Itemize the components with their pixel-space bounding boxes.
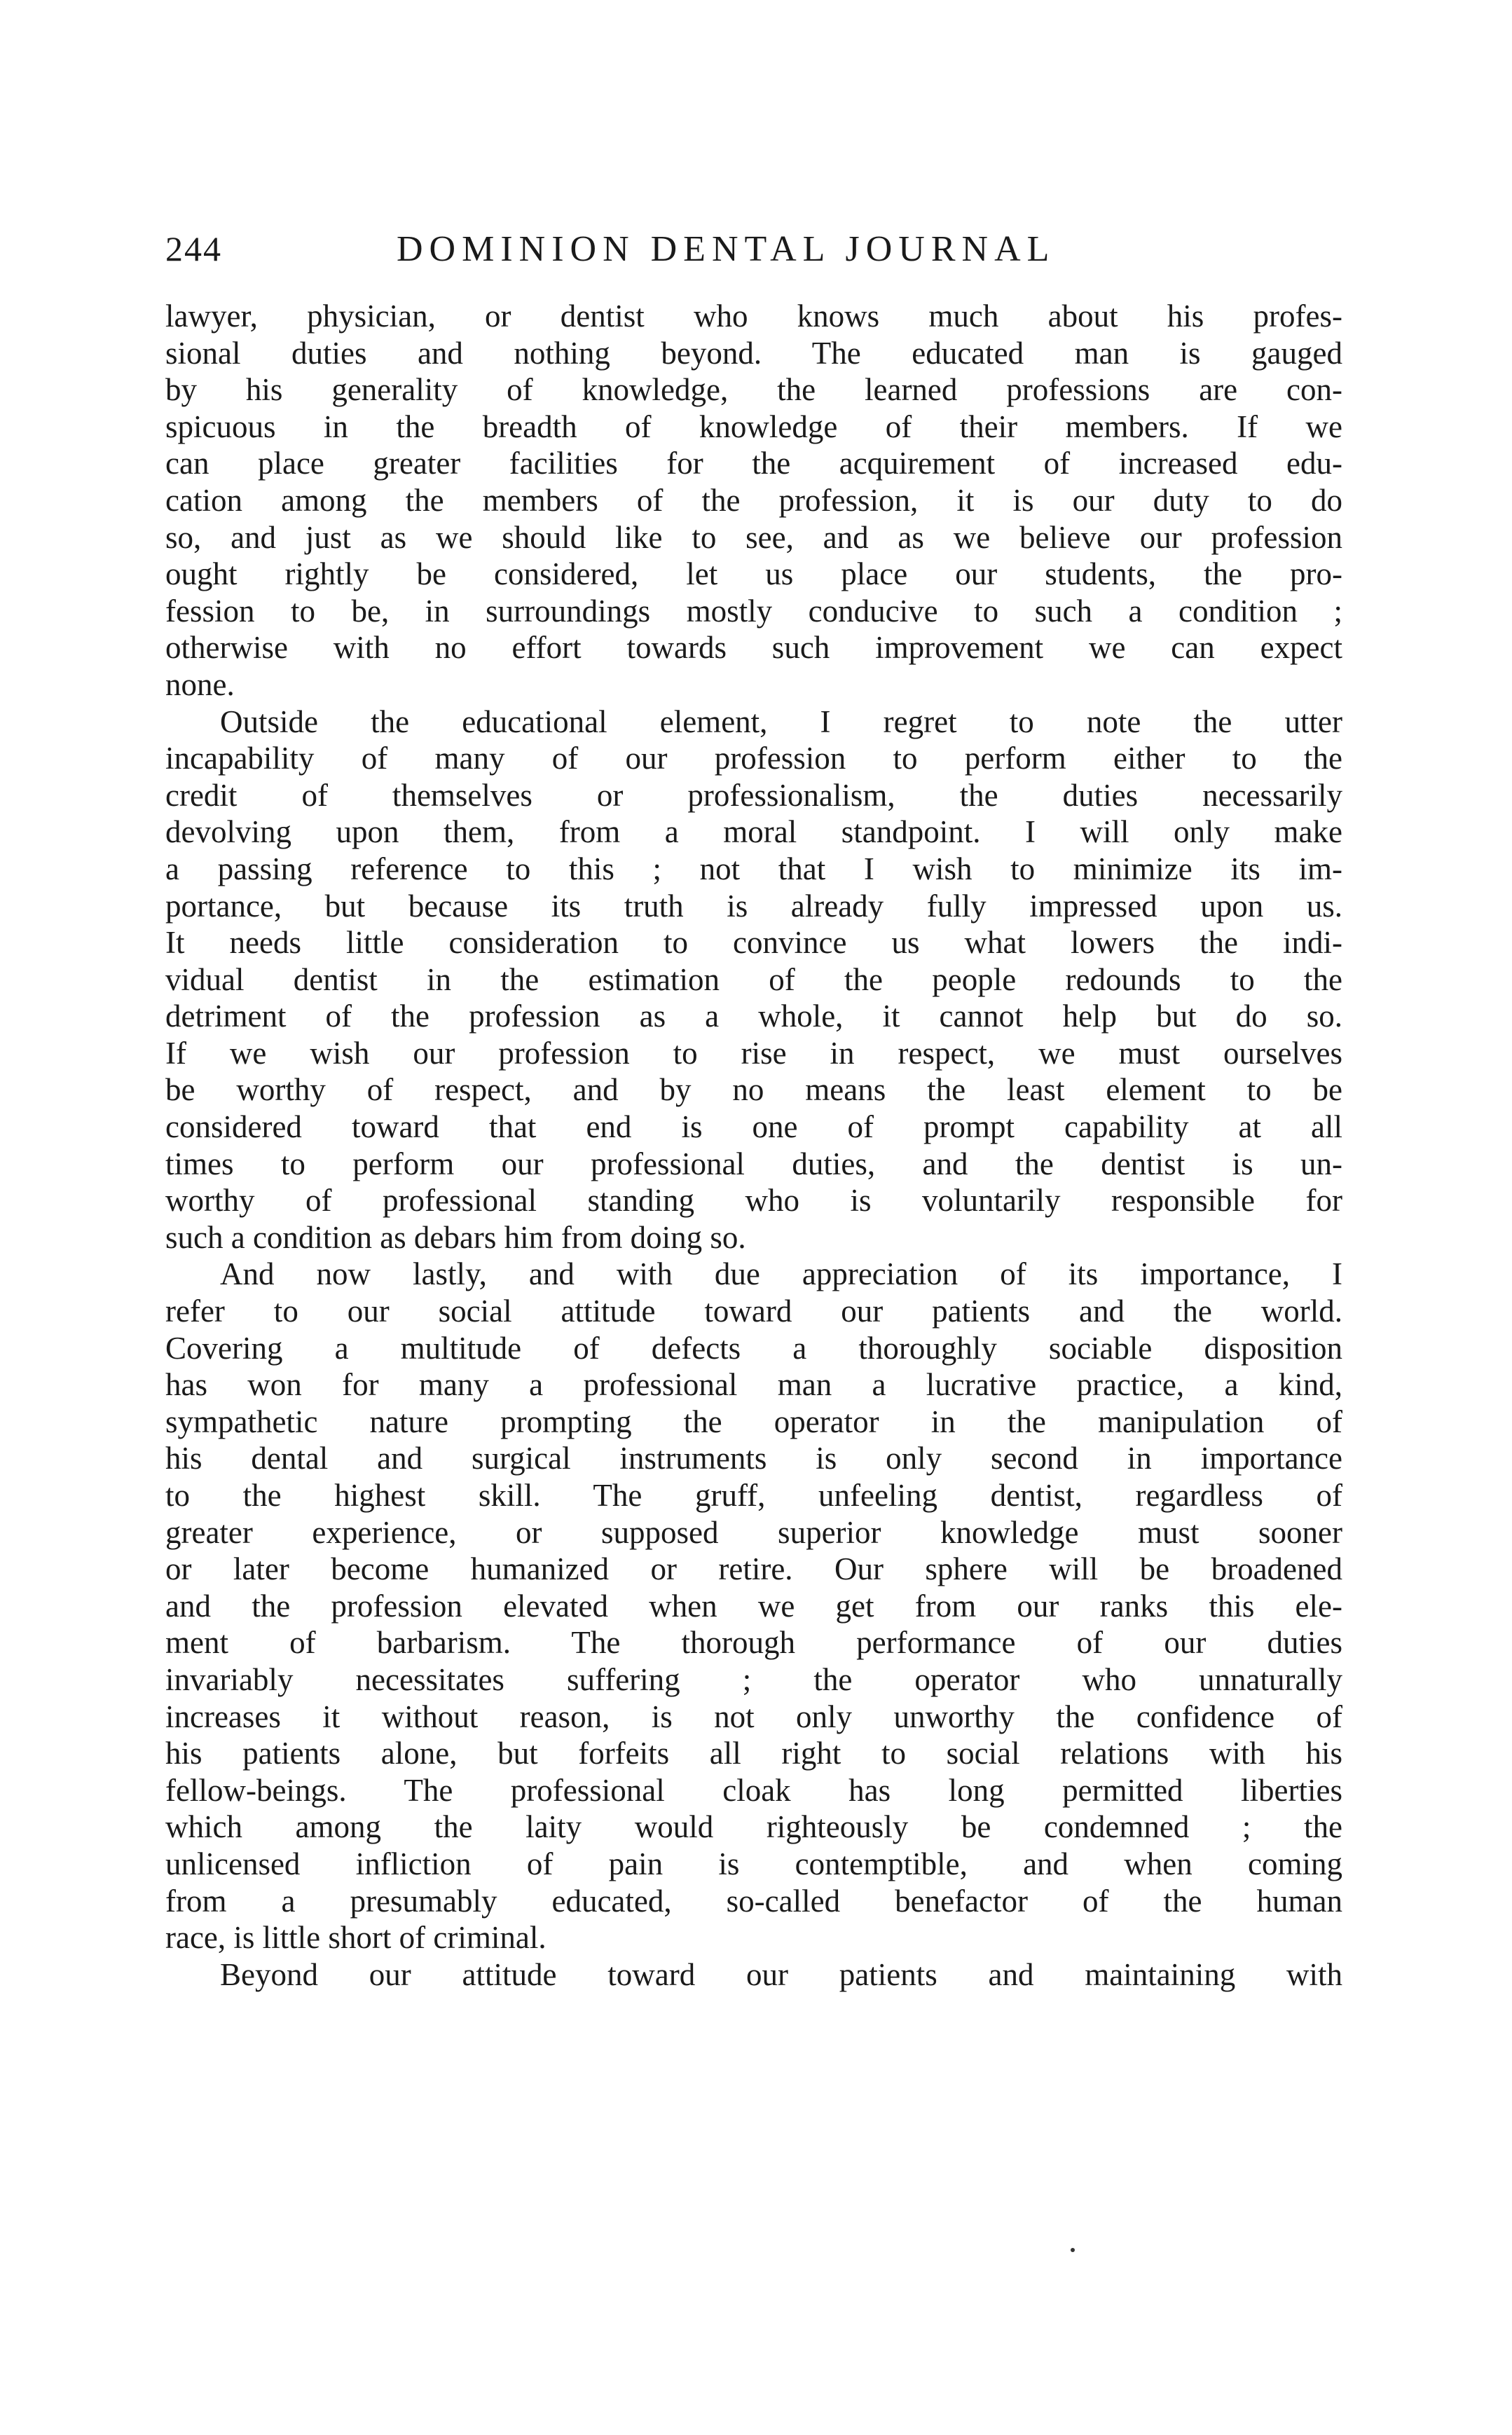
text-line: refer to our social attitude toward our patients and the world.	[165, 1294, 1342, 1329]
text-line: his dental and surgical instruments is only second in importance	[165, 1441, 1342, 1476]
text-line: invariably necessitates suffering ; the operator who unnaturally	[165, 1661, 1342, 1697]
text-line: greater experience, or supposed superior knowledge must sooner	[165, 1514, 1342, 1550]
text-line: increases it without reason, is not only unworthy the confidence of	[165, 1699, 1342, 1734]
journal-title: DOMINION DENTAL JOURNAL	[397, 229, 1056, 269]
text-line: spicuous in the breadth of knowledge of their members. If we	[165, 409, 1342, 444]
running-head	[165, 228, 1342, 277]
text-line: to the highest skill. The gruff, unfeeling dentist, regardless of	[165, 1478, 1342, 1513]
text-line: credit of themselves or professionalism, the duties necessarily	[165, 777, 1342, 813]
text-line: lawyer, physician, or dentist who knows much about his profes-	[165, 299, 1342, 334]
text-line: considered toward that end is one of prompt capability at all	[165, 1109, 1342, 1145]
text-line: If we wish our profession to rise in respect, we must ourselves	[165, 1035, 1342, 1071]
text-line: devolving upon them, from a moral standpoint. I will only make	[165, 814, 1342, 850]
text-line: Outside the educational element, I regret to note the utter	[220, 704, 1342, 739]
text-line: ought rightly be considered, let us place our students, the pro-	[165, 556, 1342, 592]
text-line: fession to be, in surroundings mostly conducive to such a condition ;	[165, 593, 1342, 629]
text-line: a passing reference to this ; not that I wish to minimize its im-	[165, 851, 1342, 886]
text-line: by his generality of knowledge, the learned professions are con-	[165, 372, 1342, 408]
text-line: be worthy of respect, and by no means the least element to be	[165, 1072, 1342, 1108]
text-line: otherwise with no effort towards such improvement we can expect	[165, 630, 1342, 666]
text-line: portance, but because its truth is already fully impressed upon us.	[165, 888, 1342, 924]
text-line: can place greater facilities for the acquirement of increased edu-	[165, 446, 1342, 481]
text-line: has won for many a professional man a lucrative practice, a kind,	[165, 1367, 1342, 1403]
text-line: cation among the members of the profession, it is our duty to do	[165, 482, 1342, 518]
text-line: which among the laity would righteously be condemned ; the	[165, 1809, 1342, 1845]
text-line: race, is little short of criminal.	[165, 1920, 547, 1956]
text-line: Beyond our attitude toward our patients and maintaining with	[220, 1956, 1342, 1992]
text-line: Covering a multitude of defects a thoroughly sociable disposition	[165, 1330, 1342, 1366]
text-line: none.	[165, 666, 235, 702]
text-line: sional duties and nothing beyond. The educated man is gauged	[165, 335, 1342, 371]
text-line: or later become humanized or retire. Our sphere will be broadened	[165, 1551, 1342, 1587]
text-line: ment of barbarism. The thorough performance of our duties	[165, 1625, 1342, 1661]
article-body	[165, 298, 1342, 1993]
text-line: and the profession elevated when we get from our ranks this ele-	[165, 1588, 1342, 1624]
text-line: And now lastly, and with due appreciation of its importance, I	[220, 1256, 1342, 1292]
text-line: It needs little consideration to convince us what lowers the indi-	[165, 925, 1342, 961]
text-line: times to perform our professional duties, and the dentist is un-	[165, 1146, 1342, 1181]
print-speck	[1071, 2248, 1075, 2252]
text-line: so, and just as we should like to see, and as we believe our profession	[165, 519, 1342, 555]
text-line: from a presumably educated, so-called benefactor of the human	[165, 1883, 1342, 1919]
page-number: 244	[165, 229, 222, 268]
text-line: detriment of the profession as a whole, it cannot help but do so.	[165, 999, 1342, 1034]
text-line: such a condition as debars him from doing so.	[165, 1219, 746, 1255]
text-line: fellow-beings. The professional cloak has long permitted liberties	[165, 1772, 1342, 1808]
text-line: vidual dentist in the estimation of the people redounds to the	[165, 961, 1342, 997]
text-line: worthy of professional standing who is voluntarily responsible for	[165, 1183, 1342, 1219]
text-line: his patients alone, but forfeits all right to social relations with his	[165, 1736, 1342, 1771]
text-line: sympathetic nature prompting the operator in the manipulation of	[165, 1404, 1342, 1439]
text-line: incapability of many of our profession to perform either to the	[165, 741, 1342, 776]
text-line: unlicensed infliction of pain is contemptible, and when coming	[165, 1846, 1342, 1881]
